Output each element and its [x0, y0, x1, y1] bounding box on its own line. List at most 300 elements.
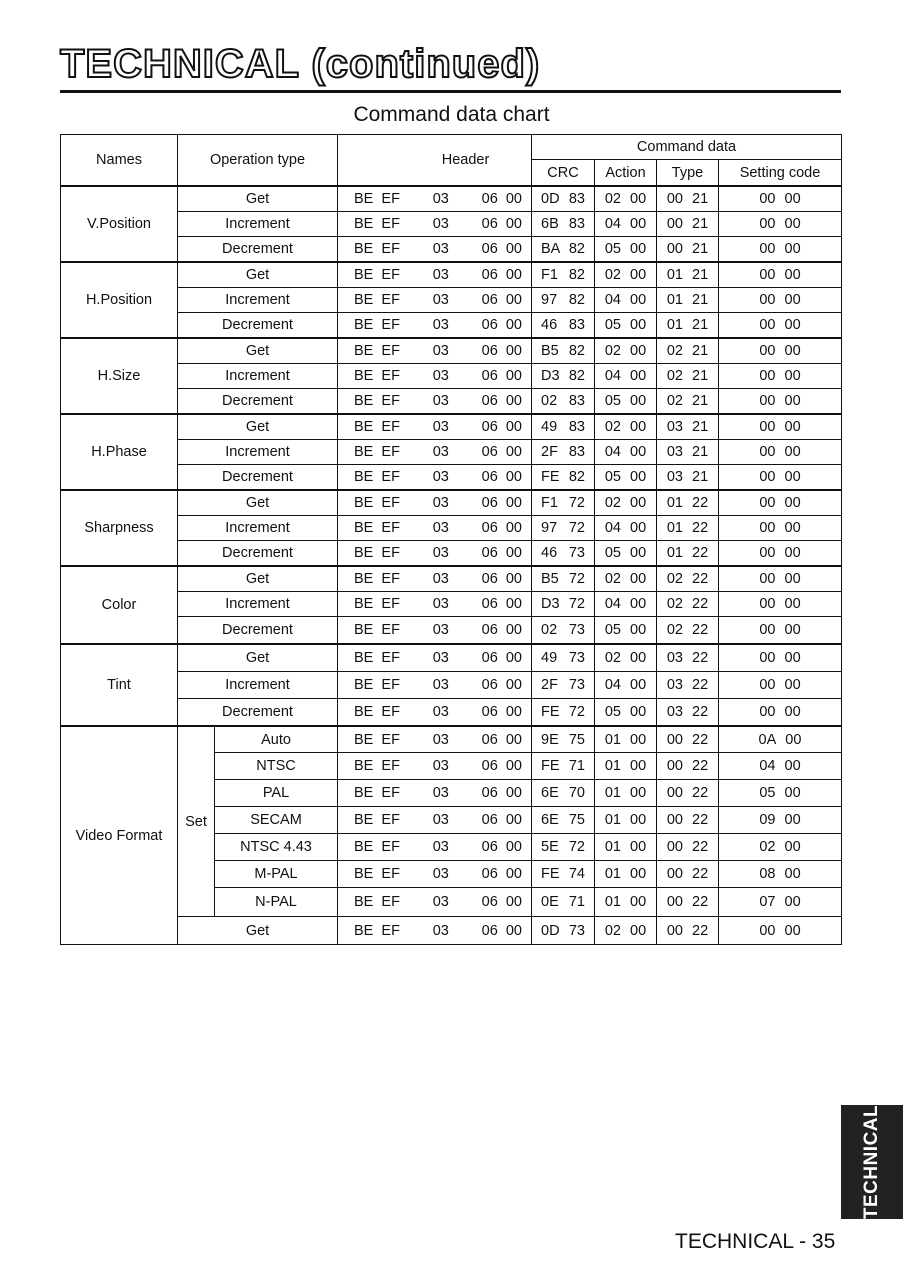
header-bytes-group: 06 00 [481, 495, 522, 511]
crc-cell [532, 237, 595, 263]
header-bytes-group: 03 [432, 191, 449, 207]
table-row [61, 237, 842, 263]
header-bytes [338, 292, 531, 308]
crc-byte: 83 [568, 419, 585, 435]
setting-code-cell-byte: 00 [784, 241, 801, 257]
header-bytes-group: 06 00 [481, 469, 522, 485]
header-bytes-group: BE EF [354, 622, 400, 638]
type-cell-byte: 01 [666, 292, 683, 308]
setting-code-cell-byte: 00 [784, 866, 801, 882]
header-bytes [338, 704, 531, 720]
header-bytes-cell [338, 617, 532, 645]
header-bytes-group: 06 00 [481, 866, 522, 882]
table-row [61, 541, 842, 567]
header-bytes-cell [338, 262, 532, 288]
operation-cell: Decrement [178, 699, 338, 727]
setting-code-cell [719, 888, 842, 917]
type-cell-byte: 21 [692, 368, 709, 384]
setting-code-cell-pair [719, 866, 841, 882]
header-bytes-group: 03 [432, 419, 449, 435]
header-bytes-group: BE EF [354, 393, 400, 409]
type-cell-pair [657, 343, 718, 359]
action-cell-pair [595, 596, 656, 612]
setting-code-cell-byte: 00 [784, 469, 801, 485]
setting-code-cell-byte: 00 [759, 191, 776, 207]
type-cell-byte: 22 [692, 812, 709, 828]
header-bytes [338, 393, 531, 409]
setting-code-cell-byte: 00 [784, 191, 801, 207]
operation-cell: NTSC 4.43 [215, 834, 338, 861]
crc-pair [532, 241, 594, 257]
header-bytes [338, 241, 531, 257]
action-cell-byte: 01 [604, 731, 621, 748]
header-bytes-group: 06 00 [481, 894, 522, 910]
setting-code-cell [719, 780, 842, 807]
header-bytes-group: 06 00 [481, 520, 522, 536]
type-cell-pair [657, 444, 718, 460]
title-rule [60, 90, 841, 93]
crc-cell [532, 917, 595, 945]
action-cell-pair [595, 520, 656, 536]
setting-code-cell-pair [719, 596, 841, 612]
crc-pair [532, 520, 594, 536]
crc-pair [532, 758, 594, 774]
setting-code-cell [719, 313, 842, 339]
type-cell [657, 465, 719, 491]
type-cell-byte: 22 [692, 758, 709, 774]
setting-code-cell [719, 592, 842, 617]
setting-code-cell [719, 699, 842, 727]
action-cell-byte: 02 [604, 267, 621, 283]
type-cell-pair [657, 704, 718, 720]
header-bytes-cell [338, 566, 532, 592]
type-cell [657, 186, 719, 212]
crc-pair [532, 292, 594, 308]
action-cell-pair [595, 758, 656, 774]
operation-cell: Increment [178, 212, 338, 237]
action-cell-byte: 00 [630, 758, 647, 774]
setting-code-cell-byte: 05 [759, 785, 776, 801]
setting-code-cell-byte: 00 [759, 545, 776, 561]
operation-cell: Decrement [178, 465, 338, 491]
crc-byte: 83 [568, 317, 585, 333]
crc-byte: 83 [568, 393, 585, 409]
type-cell-byte: 21 [692, 393, 709, 409]
setting-code-cell [719, 186, 842, 212]
crc-byte: 97 [541, 292, 558, 308]
type-cell-byte: 22 [692, 520, 709, 536]
crc-byte: FE [541, 704, 560, 720]
operation-cell: Decrement [178, 617, 338, 645]
setting-code-cell [719, 212, 842, 237]
set-label-cell: Set [178, 726, 215, 917]
action-cell-pair [595, 812, 656, 828]
side-tab [841, 1105, 903, 1219]
crc-byte: 73 [568, 545, 585, 561]
header-bytes-group: 03 [432, 731, 449, 748]
crc-cell [532, 699, 595, 727]
header-setting-code: Setting code [719, 160, 842, 187]
header-bytes [338, 571, 531, 587]
header-bytes-group: 03 [432, 520, 449, 536]
setting-code-cell [719, 262, 842, 288]
action-cell-byte: 01 [604, 758, 621, 774]
type-cell [657, 753, 719, 780]
action-cell-pair [595, 343, 656, 359]
crc-pair [532, 444, 594, 460]
action-cell [595, 465, 657, 491]
header-bytes-group: 03 [432, 343, 449, 359]
type-cell-byte: 03 [666, 650, 683, 666]
action-cell-byte: 00 [630, 292, 647, 308]
header-bytes-group: 06 00 [481, 343, 522, 359]
type-cell-byte: 21 [692, 216, 709, 232]
crc-byte: 71 [568, 758, 585, 774]
type-cell [657, 262, 719, 288]
header-bytes-group: 06 00 [481, 419, 522, 435]
header-bytes-group: 03 [432, 758, 449, 774]
action-cell [595, 389, 657, 415]
setting-code-cell-byte: 00 [784, 596, 801, 612]
crc-byte: 49 [541, 419, 558, 435]
setting-code-cell-byte: 00 [759, 241, 776, 257]
crc-pair [532, 545, 594, 561]
crc-byte: 6B [541, 216, 559, 232]
header-bytes-group: 03 [432, 267, 449, 283]
setting-code-cell-pair [719, 520, 841, 536]
type-cell-byte: 01 [666, 520, 683, 536]
setting-code-cell-byte: 00 [784, 704, 801, 720]
type-cell-byte: 03 [666, 469, 683, 485]
type-cell-byte: 21 [692, 419, 709, 435]
type-cell-pair [657, 758, 718, 774]
table-row [61, 389, 842, 415]
type-cell-byte: 22 [692, 785, 709, 801]
operation-cell: Get [178, 414, 338, 440]
action-cell-byte: 04 [604, 596, 621, 612]
header-bytes-group: BE EF [354, 317, 400, 333]
type-cell-pair [657, 622, 718, 638]
table-row [61, 516, 842, 541]
action-cell-byte: 00 [630, 785, 647, 801]
action-cell-byte: 02 [604, 191, 621, 207]
header-bytes-cell [338, 644, 532, 672]
type-cell-byte: 00 [666, 839, 683, 855]
type-cell-pair [657, 596, 718, 612]
setting-code-cell [719, 288, 842, 313]
crc-byte: 02 [541, 622, 558, 638]
action-cell-byte: 00 [630, 922, 647, 939]
crc-byte: 71 [568, 894, 585, 910]
setting-code-cell-pair [719, 267, 841, 283]
header-bytes-group: 03 [432, 785, 449, 801]
row-name-cell: Tint [61, 644, 178, 726]
header-bytes-group: 06 00 [481, 731, 522, 748]
action-cell-byte: 04 [604, 216, 621, 232]
header-bytes-group: 06 00 [481, 241, 522, 257]
header-bytes [338, 545, 531, 561]
action-cell-byte: 00 [630, 241, 647, 257]
header-bytes-group: BE EF [354, 191, 400, 207]
crc-byte: 74 [568, 866, 585, 882]
crc-pair [532, 812, 594, 828]
header-bytes-group: 06 00 [481, 191, 522, 207]
type-cell-byte: 03 [666, 419, 683, 435]
header-bytes-group: 03 [432, 545, 449, 561]
header-bytes-group: 06 00 [481, 622, 522, 638]
setting-code-cell-byte: 00 [784, 622, 801, 638]
header-bytes [338, 368, 531, 384]
table-row [61, 338, 842, 364]
header-bytes-group: BE EF [354, 520, 400, 536]
setting-code-cell [719, 516, 842, 541]
setting-code-cell-byte: 08 [759, 866, 776, 882]
table-row [61, 212, 842, 237]
type-cell-byte: 00 [666, 922, 683, 939]
setting-code-cell-byte: 00 [784, 758, 801, 774]
header-bytes-cell [338, 541, 532, 567]
type-cell [657, 516, 719, 541]
header-bytes-group: 06 00 [481, 650, 522, 666]
action-cell-byte: 05 [604, 469, 621, 485]
type-cell [657, 212, 719, 237]
operation-cell: Increment [178, 288, 338, 313]
type-cell-byte: 02 [666, 622, 683, 638]
setting-code-cell [719, 338, 842, 364]
crc-byte: D3 [541, 368, 560, 384]
crc-cell [532, 807, 595, 834]
setting-code-cell-pair [719, 368, 841, 384]
table-row [61, 313, 842, 339]
setting-code-cell [719, 807, 842, 834]
crc-byte: B5 [541, 343, 559, 359]
type-cell-pair [657, 812, 718, 828]
action-cell-byte: 00 [630, 650, 647, 666]
operation-cell: Get [178, 644, 338, 672]
setting-code-cell [719, 541, 842, 567]
crc-byte: 83 [568, 216, 585, 232]
type-cell-byte: 00 [666, 812, 683, 828]
type-cell-pair [657, 469, 718, 485]
setting-code-cell-byte: 00 [785, 731, 802, 748]
type-cell-pair [657, 216, 718, 232]
header-bytes-cell [338, 414, 532, 440]
page-title: TECHNICAL (continued) [60, 42, 541, 86]
action-cell-pair [595, 839, 656, 855]
header-bytes-group: BE EF [354, 839, 400, 855]
header-bytes-group: 03 [432, 650, 449, 666]
action-cell-byte: 05 [604, 704, 621, 720]
type-cell-pair [657, 495, 718, 511]
header-bytes [338, 419, 531, 435]
header-bytes-cell [338, 753, 532, 780]
setting-code-cell [719, 465, 842, 491]
header-bytes [338, 677, 531, 693]
header-bytes-group: 03 [432, 596, 449, 612]
crc-cell [532, 440, 595, 465]
crc-pair [532, 368, 594, 384]
action-cell-pair [595, 292, 656, 308]
header-header [338, 135, 532, 187]
header-bytes [338, 444, 531, 460]
type-cell-byte: 22 [692, 704, 709, 720]
header-bytes [338, 317, 531, 333]
type-cell-pair [657, 650, 718, 666]
table-row [61, 592, 842, 617]
header-bytes-group: 06 00 [481, 545, 522, 561]
crc-byte: 0D [541, 191, 560, 207]
header-bytes-group: 06 00 [481, 839, 522, 855]
action-cell-byte: 00 [630, 469, 647, 485]
header-bytes-group: 03 [432, 317, 449, 333]
action-cell-byte: 05 [604, 317, 621, 333]
crc-cell [532, 541, 595, 567]
setting-code-cell-byte: 00 [759, 596, 776, 612]
setting-code-cell-byte: 09 [759, 812, 776, 828]
setting-code-cell-byte: 00 [759, 520, 776, 536]
crc-cell [532, 672, 595, 699]
crc-pair [532, 495, 594, 511]
setting-code-cell-byte: 00 [784, 393, 801, 409]
action-cell [595, 566, 657, 592]
type-cell [657, 490, 719, 516]
type-cell-byte: 00 [666, 731, 683, 748]
crc-pair [532, 191, 594, 207]
side-tab-label: TECHNICAL [861, 1104, 882, 1220]
crc-pair [532, 704, 594, 720]
action-cell [595, 888, 657, 917]
type-cell-byte: 00 [666, 866, 683, 882]
header-bytes-group: 06 00 [481, 216, 522, 232]
action-cell-byte: 00 [630, 317, 647, 333]
action-cell-byte: 00 [630, 419, 647, 435]
header-bytes-group: BE EF [354, 241, 400, 257]
operation-cell: Increment [178, 592, 338, 617]
action-cell-pair [595, 622, 656, 638]
header-bytes [338, 839, 531, 855]
table-row [61, 726, 842, 753]
type-cell-pair [657, 419, 718, 435]
action-cell-pair [595, 419, 656, 435]
crc-pair [532, 596, 594, 612]
crc-cell [532, 262, 595, 288]
header-bytes-group: BE EF [354, 650, 400, 666]
crc-cell [532, 726, 595, 753]
type-cell-byte: 01 [666, 267, 683, 283]
header-bytes-group: BE EF [354, 545, 400, 561]
crc-byte: 6E [541, 812, 559, 828]
setting-code-cell-pair [719, 758, 841, 774]
type-cell-byte: 22 [692, 922, 709, 939]
header-bytes-group: BE EF [354, 894, 400, 910]
action-cell-pair [595, 469, 656, 485]
header-bytes-group: 06 00 [481, 267, 522, 283]
crc-byte: 73 [568, 677, 585, 693]
crc-byte: FE [541, 866, 560, 882]
setting-code-cell-byte: 00 [784, 520, 801, 536]
setting-code-cell-pair [719, 839, 841, 855]
crc-pair [532, 419, 594, 435]
crc-cell [532, 888, 595, 917]
crc-cell [532, 566, 595, 592]
type-cell [657, 414, 719, 440]
header-bytes-group: 06 00 [481, 677, 522, 693]
crc-cell [532, 617, 595, 645]
setting-code-cell-byte: 00 [759, 704, 776, 720]
header-bytes-cell [338, 186, 532, 212]
table-row [61, 672, 842, 699]
crc-pair [532, 839, 594, 855]
setting-code-cell-pair [719, 191, 841, 207]
setting-code-cell-byte: 00 [759, 343, 776, 359]
action-cell [595, 726, 657, 753]
crc-byte: 82 [568, 292, 585, 308]
row-name-cell: Sharpness [61, 490, 178, 566]
setting-code-cell [719, 861, 842, 888]
type-cell-byte: 21 [692, 241, 709, 257]
type-cell-byte: 22 [692, 650, 709, 666]
setting-code-cell-pair [719, 677, 841, 693]
type-cell-pair [657, 520, 718, 536]
table-row [61, 364, 842, 389]
operation-cell: PAL [215, 780, 338, 807]
action-cell-byte: 02 [604, 571, 621, 587]
header-bytes-cell [338, 288, 532, 313]
header-bytes-cell [338, 592, 532, 617]
action-cell-byte: 00 [630, 444, 647, 460]
type-cell [657, 834, 719, 861]
setting-code-cell [719, 617, 842, 645]
operation-cell: Increment [178, 672, 338, 699]
setting-code-cell-byte: 07 [759, 894, 776, 910]
header-bytes [338, 495, 531, 511]
action-cell [595, 834, 657, 861]
header-bytes-group: BE EF [354, 368, 400, 384]
crc-byte: 72 [568, 571, 585, 587]
type-cell-byte: 00 [666, 758, 683, 774]
operation-cell: NTSC [215, 753, 338, 780]
header-bytes-group: BE EF [354, 267, 400, 283]
action-cell-byte: 00 [630, 191, 647, 207]
setting-code-cell-byte: 00 [759, 571, 776, 587]
crc-byte: 02 [541, 393, 558, 409]
header-bytes-group: BE EF [354, 758, 400, 774]
setting-code-cell [719, 644, 842, 672]
type-cell-byte: 22 [692, 839, 709, 855]
setting-code-cell-pair [719, 393, 841, 409]
setting-code-cell [719, 389, 842, 415]
action-cell-pair [595, 650, 656, 666]
header-bytes-cell [338, 389, 532, 415]
header-bytes-group: BE EF [354, 596, 400, 612]
crc-byte: BA [541, 241, 561, 257]
type-cell-pair [657, 923, 718, 939]
action-cell-byte: 05 [604, 622, 621, 638]
crc-byte: 83 [568, 191, 585, 207]
action-cell-pair [595, 894, 656, 910]
header-bytes-group: 03 [432, 368, 449, 384]
crc-pair [532, 317, 594, 333]
header-bytes-group: 03 [432, 866, 449, 882]
action-cell-byte: 00 [630, 343, 647, 359]
setting-code-cell-byte: 00 [759, 495, 776, 511]
setting-code-cell-byte: 00 [784, 545, 801, 561]
type-cell-byte: 01 [666, 545, 683, 561]
header-crc: CRC [532, 160, 595, 187]
header-bytes-group: BE EF [354, 677, 400, 693]
setting-code-cell-pair [719, 292, 841, 308]
header-bytes-group: BE EF [354, 495, 400, 511]
